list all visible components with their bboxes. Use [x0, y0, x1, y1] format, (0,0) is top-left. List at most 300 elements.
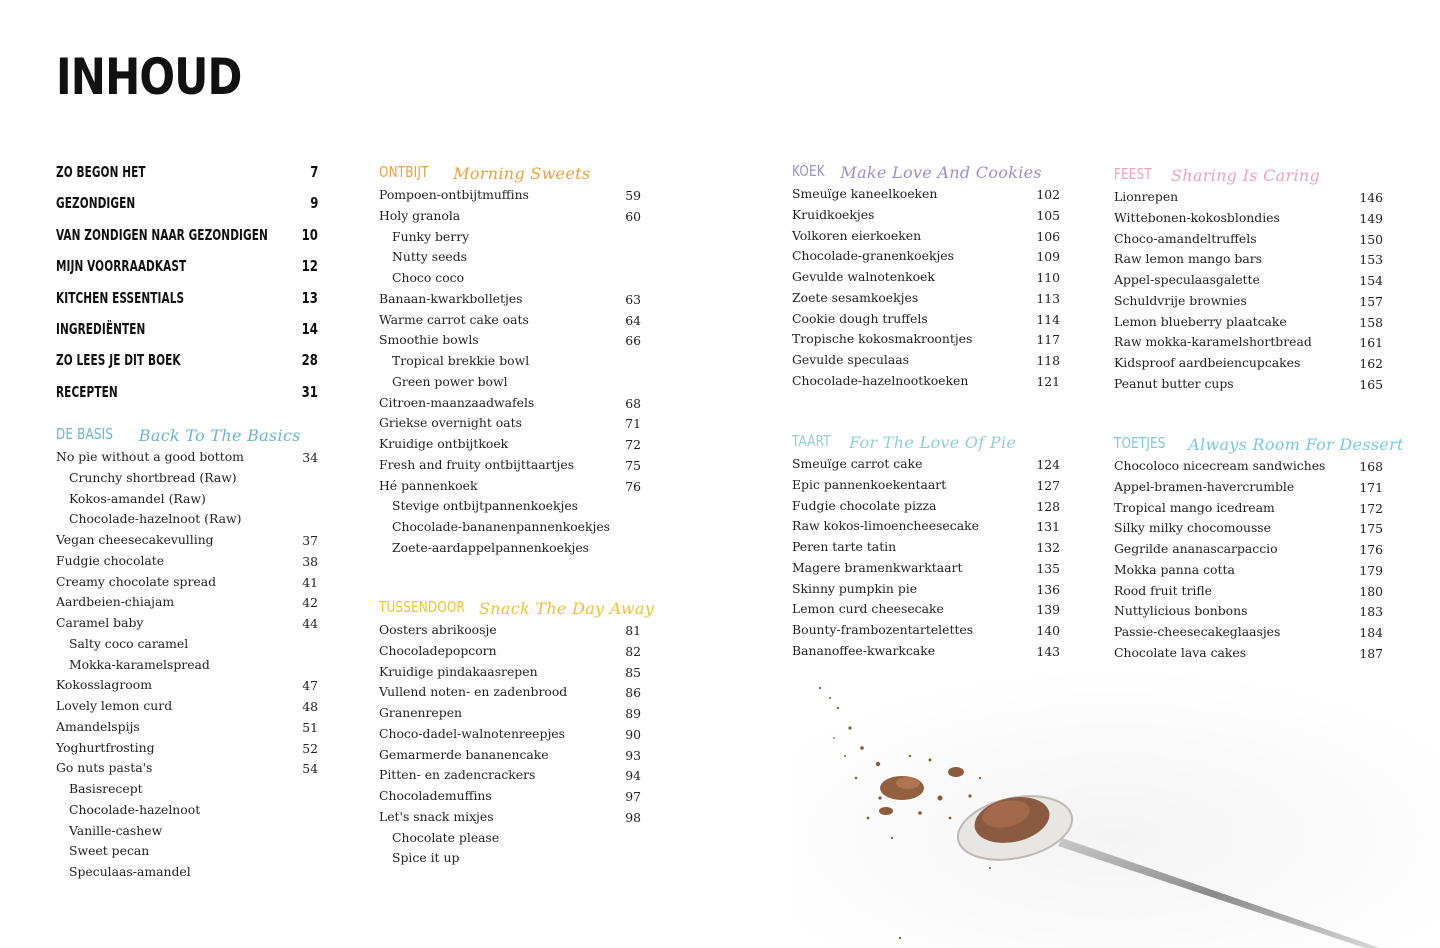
recipe-page: 179	[1359, 562, 1383, 578]
recipe-name: Chocoloco nicecream sandwiches	[1114, 458, 1326, 473]
recipe-entry[interactable]	[792, 641, 1060, 662]
toc-entry[interactable]	[56, 383, 318, 414]
recipe-entry[interactable]	[792, 205, 1060, 226]
recipe-page: 63	[625, 291, 641, 307]
recipe-page: 37	[302, 533, 318, 548]
toc-entry-page: 9	[309, 194, 318, 213]
section-snack	[379, 598, 655, 869]
recipe-entry[interactable]	[1114, 498, 1383, 519]
recipe-page: 165	[1359, 376, 1383, 392]
recipe-entry[interactable]	[56, 675, 318, 696]
recipe-entry[interactable]	[379, 434, 641, 455]
recipe-page: 64	[625, 312, 641, 328]
toc-entry[interactable]	[56, 257, 318, 288]
toc-entry[interactable]	[56, 226, 318, 257]
section-header	[1114, 434, 1404, 456]
recipe-entry[interactable]	[1114, 477, 1383, 498]
recipe-name: Funky berry	[392, 228, 470, 244]
recipe-name: Creamy chocolate spread	[56, 573, 217, 589]
recipe-page: 149	[1359, 210, 1383, 226]
recipe-name: Vullend noten- en zadenbrood	[379, 684, 568, 700]
recipe-page: 97	[625, 789, 641, 804]
section-header	[792, 162, 1060, 184]
recipe-name: Fudgie chocolate pizza	[792, 497, 937, 513]
recipe-subentry[interactable]	[56, 862, 318, 883]
recipe-entry[interactable]	[792, 475, 1060, 496]
toc-entry-label: INGREDIËNTEN	[56, 319, 146, 338]
recipe-name: Holy granola	[379, 207, 461, 223]
recipe-entry[interactable]	[56, 717, 318, 738]
recipe-entry[interactable]	[379, 185, 641, 206]
section-breakfast	[379, 163, 641, 559]
recipe-subentry[interactable]	[379, 372, 641, 393]
recipe-entry[interactable]	[379, 413, 641, 434]
recipe-name: Zoete-aardappelpannenkoekjes	[392, 539, 590, 555]
recipe-page: 98	[625, 809, 641, 825]
recipe-page: 176	[1359, 542, 1383, 557]
recipe-name: Pompoen-ontbijtmuffins	[379, 187, 529, 202]
recipe-entry[interactable]	[792, 620, 1060, 641]
toc-entry-page: 14	[301, 319, 318, 338]
recipe-name: Kokosslagroom	[56, 677, 152, 693]
recipe-page: 124	[1036, 457, 1060, 472]
section-title: TUSSENDOOR	[379, 598, 465, 616]
section-pie	[792, 432, 1060, 662]
recipe-name: Raw kokos-limoencheesecake	[792, 518, 979, 534]
recipe-page: 180	[1359, 583, 1383, 599]
recipe-subentry[interactable]	[379, 828, 641, 849]
recipe-page: 128	[1036, 498, 1060, 514]
recipe-page: 66	[625, 333, 641, 349]
recipe-name: Appel-speculaasgalette	[1114, 272, 1260, 287]
recipe-name: Chocoladepopcorn	[379, 642, 497, 658]
recipe-entry[interactable]	[1114, 539, 1383, 560]
recipe-subentry[interactable]	[56, 509, 318, 530]
recipe-page: 172	[1359, 500, 1383, 516]
recipe-subentry[interactable]	[56, 489, 318, 510]
recipe-entry[interactable]	[1114, 229, 1383, 250]
recipe-name: Basisrecept	[69, 781, 143, 796]
recipe-name: Epic pannenkoekentaart	[792, 476, 947, 492]
main-chapter-list	[56, 163, 318, 414]
section-tagline: Back To The Basics	[138, 426, 301, 445]
recipe-name: Griekse overnight oats	[379, 415, 522, 431]
recipe-page: 135	[1036, 560, 1060, 576]
recipe-name: Hé pannenkoek	[379, 477, 478, 493]
recipe-name: Peanut butter cups	[1114, 375, 1234, 391]
section-header	[379, 163, 641, 185]
recipe-entry[interactable]	[379, 476, 641, 497]
recipe-entry[interactable]	[792, 246, 1060, 267]
recipe-name: Bounty-frambozentartelettes	[792, 622, 974, 637]
recipe-subentry[interactable]	[379, 538, 641, 559]
recipe-page: 140	[1036, 623, 1060, 638]
recipe-entry[interactable]	[56, 758, 318, 779]
recipe-name: Pitten- en zadencrackers	[379, 767, 536, 783]
recipe-name: Nuttylicious bonbons	[1114, 603, 1248, 619]
recipe-entry[interactable]	[1114, 249, 1383, 270]
recipe-page: 52	[302, 740, 318, 756]
recipe-name: Cookie dough truffels	[792, 310, 928, 326]
recipe-entry[interactable]	[1114, 518, 1383, 539]
recipe-name: Schuldvrije brownies	[1114, 292, 1247, 308]
recipe-name: Kokos-amandel (Raw)	[69, 490, 206, 506]
recipe-page: 72	[625, 437, 641, 452]
section-party	[1114, 165, 1383, 395]
recipe-subentry[interactable]	[56, 800, 318, 821]
recipe-name: Chocolate please	[392, 829, 500, 845]
recipe-page: 110	[1036, 270, 1060, 285]
recipe-entry[interactable]	[379, 745, 641, 766]
recipe-entry[interactable]	[1114, 270, 1383, 291]
section-tagline: Morning Sweets	[453, 164, 591, 183]
recipe-name: Choco coco	[392, 270, 465, 285]
recipe-name: Stevige ontbijtpannenkoekjes	[392, 498, 579, 514]
recipe-page: 47	[302, 678, 318, 694]
recipe-entry[interactable]	[792, 516, 1060, 537]
recipe-page: 161	[1359, 335, 1383, 351]
recipe-entry[interactable]	[379, 641, 641, 662]
recipe-name: Kruidige pindakaasrepen	[379, 663, 538, 679]
toc-entry-page: 31	[301, 382, 318, 401]
recipe-entry[interactable]	[1114, 643, 1383, 664]
section-dessert	[1114, 434, 1404, 664]
recipe-name: Vegan cheesecakevulling	[56, 532, 214, 547]
toc-entry-page: 7	[309, 163, 318, 181]
recipe-page: 150	[1359, 231, 1383, 247]
recipe-name: Magere bramenkwarktaart	[792, 559, 963, 575]
recipe-subentry[interactable]	[56, 821, 318, 842]
recipe-page: 131	[1036, 519, 1060, 535]
recipe-name: Citroen-maanzaadwafels	[379, 394, 535, 410]
recipe-entry[interactable]	[1114, 601, 1383, 622]
section-title: KOEK	[792, 162, 825, 180]
recipe-entry[interactable]	[1114, 332, 1383, 353]
recipe-page: 118	[1036, 353, 1060, 368]
section-header	[379, 598, 655, 620]
recipe-entry[interactable]	[379, 289, 641, 310]
recipe-page: 93	[625, 747, 641, 763]
recipe-entry[interactable]	[56, 447, 318, 468]
recipe-subentry[interactable]	[56, 468, 318, 489]
recipe-name: Raw mokka-karamelshortbread	[1114, 334, 1312, 350]
recipe-entry[interactable]	[1114, 374, 1383, 395]
recipe-page: 94	[625, 768, 641, 784]
recipe-page: 132	[1036, 540, 1060, 555]
recipe-name: Chocolade-hazelnoot	[69, 801, 201, 817]
recipe-page: 38	[302, 553, 318, 569]
recipe-name: Caramel baby	[56, 615, 144, 630]
recipe-name: Granenrepen	[379, 705, 463, 720]
recipe-entry[interactable]	[379, 765, 641, 786]
recipe-page: 48	[302, 699, 318, 714]
toc-entry-label: VAN ZONDIGEN NAAR GEZONDIGEN	[56, 225, 268, 244]
toc-entry-page: 10	[301, 225, 318, 244]
recipe-page: 105	[1036, 207, 1060, 223]
recipe-entry[interactable]	[1114, 353, 1383, 374]
recipe-page: 183	[1359, 604, 1383, 620]
recipe-entry[interactable]	[379, 620, 641, 641]
toc-entry-page: 12	[301, 257, 318, 276]
recipe-entry[interactable]	[1114, 312, 1383, 333]
recipe-page: 54	[302, 761, 318, 777]
recipe-name: Warme carrot cake oats	[379, 311, 529, 327]
recipe-page: 44	[302, 616, 318, 631]
recipe-entry[interactable]	[792, 537, 1060, 558]
recipe-entry[interactable]	[379, 786, 641, 807]
recipe-page: 157	[1359, 293, 1383, 309]
recipe-entry[interactable]	[792, 454, 1060, 475]
recipe-page: 114	[1036, 311, 1060, 327]
recipe-page: 51	[302, 719, 318, 735]
toc-entry-label: MIJN VOORRAADKAST	[56, 257, 187, 276]
recipe-page: 154	[1359, 273, 1383, 288]
recipe-entry[interactable]	[56, 551, 318, 572]
recipe-page: 71	[625, 416, 641, 432]
recipe-page: 162	[1359, 356, 1383, 371]
recipe-name: Chocolademuffins	[379, 788, 492, 803]
recipe-entry[interactable]	[379, 703, 641, 724]
recipe-page: 81	[625, 623, 641, 638]
recipe-page: 89	[625, 706, 641, 721]
recipe-page: 59	[625, 188, 641, 203]
recipe-name: Zoete sesamkoekjes	[792, 289, 919, 305]
section-title: TOETJES	[1114, 434, 1166, 452]
recipe-page: 34	[302, 450, 318, 465]
recipe-name: Go nuts pasta's	[56, 760, 153, 776]
recipe-name: Banaan-kwarkbolletjes	[379, 290, 523, 306]
recipe-name: Chocolade-bananenpannenkoekjes	[392, 519, 611, 534]
recipe-name: Crunchy shortbread (Raw)	[69, 469, 237, 485]
recipe-entry[interactable]	[792, 599, 1060, 620]
recipe-name: Passie-cheesecakeglaasjes	[1114, 624, 1281, 639]
recipe-entry[interactable]	[792, 558, 1060, 579]
recipe-name: Speculaas-amandel	[69, 864, 191, 879]
recipe-page: 90	[625, 726, 641, 742]
recipe-subentry[interactable]	[379, 848, 641, 869]
section-header	[792, 432, 1060, 454]
recipe-name: Yoghurtfrosting	[56, 739, 155, 755]
recipe-entry[interactable]	[792, 267, 1060, 288]
recipe-page: 136	[1036, 581, 1060, 597]
section-header	[1114, 165, 1383, 187]
recipe-page: 175	[1359, 521, 1383, 537]
recipe-entry[interactable]	[56, 738, 318, 759]
recipe-name: Smoothie bowls	[379, 332, 479, 348]
toc-entry[interactable]	[56, 289, 318, 320]
toc-entry[interactable]	[56, 194, 318, 225]
recipe-name: Mokka panna cotta	[1114, 561, 1235, 577]
recipe-page: 139	[1036, 602, 1060, 618]
toc-entry-page: 13	[301, 288, 318, 307]
page-title: INHOUD	[56, 48, 242, 106]
toc-entry-page: 28	[301, 351, 318, 370]
recipe-name: Gevulde walnotenkoek	[792, 269, 935, 284]
recipe-name: Gemarmerde bananencake	[379, 746, 549, 762]
recipe-name: Lionrepen	[1114, 189, 1179, 204]
recipe-page: 86	[625, 685, 641, 701]
recipe-entry[interactable]	[379, 330, 641, 351]
recipe-name: Salty coco caramel	[69, 635, 189, 651]
recipe-entry[interactable]	[379, 724, 641, 745]
recipe-entry[interactable]	[792, 184, 1060, 205]
recipe-entry[interactable]	[792, 309, 1060, 330]
recipe-entry[interactable]	[379, 807, 641, 828]
recipe-name: Let's snack mixjes	[379, 808, 494, 824]
recipe-page: 153	[1359, 252, 1383, 268]
toc-entry-label: RECEPTEN	[56, 382, 118, 401]
recipe-entry[interactable]	[792, 288, 1060, 309]
recipe-entry[interactable]	[56, 530, 318, 551]
recipe-name: Lemon curd cheesecake	[792, 601, 944, 617]
recipe-page: 127	[1036, 477, 1060, 493]
recipe-entry[interactable]	[792, 226, 1060, 247]
recipe-page: 117	[1036, 332, 1060, 348]
recipe-name: Gevulde speculaas	[792, 352, 910, 367]
recipe-entry[interactable]	[1114, 187, 1383, 208]
recipe-name: Vanille-cashew	[69, 822, 163, 838]
recipe-page: 41	[302, 574, 318, 590]
recipe-subentry[interactable]	[56, 841, 318, 862]
recipe-name: Tropical brekkie bowl	[392, 353, 530, 368]
section-basics	[56, 425, 318, 883]
recipe-entry[interactable]	[1114, 622, 1383, 643]
section-title: DE BASIS	[56, 425, 114, 443]
recipe-entry[interactable]	[792, 579, 1060, 600]
recipe-name: Kruidige ontbijtkoek	[379, 436, 509, 451]
recipe-entry[interactable]	[56, 592, 318, 613]
recipe-subentry[interactable]	[379, 227, 641, 248]
recipe-page: 85	[625, 664, 641, 680]
recipe-name: Fudgie chocolate	[56, 552, 165, 568]
recipe-name: Green power bowl	[392, 373, 508, 389]
recipe-entry[interactable]	[56, 613, 318, 634]
section-cookies	[792, 162, 1060, 392]
recipe-name: Spice it up	[392, 850, 460, 866]
recipe-name: Aardbeien-chiajam	[56, 594, 175, 610]
recipe-page: 187	[1359, 645, 1383, 661]
section-tagline: For The Love Of Pie	[849, 433, 1017, 452]
recipe-page: 171	[1359, 479, 1383, 495]
recipe-page: 75	[625, 457, 641, 473]
recipe-name: Amandelspijs	[56, 718, 140, 734]
recipe-name: Choco-dadel-walnotenreepjes	[379, 725, 565, 741]
recipe-name: Smeuïge carrot cake	[792, 456, 923, 471]
toc-entry[interactable]	[56, 163, 318, 194]
recipe-subentry[interactable]	[379, 268, 641, 289]
recipe-page: 158	[1359, 314, 1383, 330]
section-tagline: Make Love And Cookies	[840, 163, 1042, 182]
recipe-name: Chocolade-hazelnootkoeken	[792, 372, 969, 388]
recipe-name: Wittebonen-kokosblondies	[1114, 209, 1280, 225]
recipe-name: Chocolate lava cakes	[1114, 644, 1247, 660]
recipe-name: Oosters abrikoosje	[379, 622, 497, 637]
recipe-entry[interactable]	[792, 350, 1060, 371]
recipe-name: Silky milky chocomousse	[1114, 520, 1272, 536]
toc-entry[interactable]	[56, 320, 318, 351]
recipe-entry[interactable]	[379, 393, 641, 414]
recipe-subentry[interactable]	[56, 655, 318, 676]
recipe-subentry[interactable]	[379, 351, 641, 372]
recipe-name: Raw lemon mango bars	[1114, 251, 1263, 267]
recipe-page: 113	[1036, 290, 1060, 306]
recipe-entry[interactable]	[379, 310, 641, 331]
recipe-subentry[interactable]	[379, 496, 641, 517]
recipe-entry[interactable]	[379, 455, 641, 476]
recipe-entry[interactable]	[1114, 456, 1383, 477]
recipe-page: 168	[1359, 459, 1383, 474]
recipe-page: 68	[625, 395, 641, 411]
recipe-name: Skinny pumpkin pie	[792, 580, 918, 596]
recipe-entry[interactable]	[379, 682, 641, 703]
section-tagline: Snack The Day Away	[479, 599, 655, 618]
recipe-name: No pie without a good bottom	[56, 449, 244, 464]
recipe-name: Fresh and fruity ontbijttaartjes	[379, 456, 575, 472]
recipe-name: Lemon blueberry plaatcake	[1114, 313, 1287, 329]
recipe-entry[interactable]	[379, 662, 641, 683]
recipe-page: 146	[1359, 190, 1383, 205]
recipe-name: Choco-amandeltruffels	[1114, 230, 1257, 246]
recipe-name: Smeuïge kaneelkoeken	[792, 186, 938, 201]
recipe-entry[interactable]	[1114, 208, 1383, 229]
toc-entry-label: KITCHEN ESSENTIALS	[56, 288, 185, 307]
recipe-page: 102	[1036, 187, 1060, 202]
recipe-page: 82	[625, 643, 641, 659]
recipe-name: Rood fruit trifle	[1114, 582, 1212, 598]
recipe-name: Bananoffee-kwarkcake	[792, 642, 936, 658]
recipe-entry[interactable]	[1114, 291, 1383, 312]
recipe-page: 76	[625, 478, 641, 494]
toc-entry-label: ZO LEES JE DIT BOEK	[56, 351, 181, 370]
recipe-name: Chocolade-hazelnoot (Raw)	[69, 511, 242, 527]
section-title: TAART	[792, 432, 831, 450]
recipe-name: Tropische kokosmakroontjes	[792, 331, 973, 347]
recipe-subentry[interactable]	[56, 634, 318, 655]
recipe-name: Nutty seeds	[392, 249, 468, 265]
recipe-name: Volkoren eierkoeken	[792, 227, 922, 243]
toc-entry-label: ZO BEGON HET	[56, 163, 146, 181]
recipe-entry[interactable]	[792, 496, 1060, 517]
recipe-name: Peren tarte tatin	[792, 539, 897, 554]
recipe-subentry[interactable]	[379, 517, 641, 538]
toc-entry[interactable]	[56, 351, 318, 382]
recipe-subentry[interactable]	[379, 247, 641, 268]
recipe-name: Kidsproof aardbeiencupcakes	[1114, 355, 1301, 370]
recipe-entry[interactable]	[379, 206, 641, 227]
recipe-entry[interactable]	[56, 572, 318, 593]
recipe-page: 109	[1036, 249, 1060, 265]
recipe-name: Lovely lemon curd	[56, 698, 173, 713]
recipe-page: 106	[1036, 228, 1060, 244]
recipe-page: 121	[1036, 373, 1060, 389]
recipe-entry[interactable]	[1114, 581, 1383, 602]
recipe-subentry[interactable]	[56, 779, 318, 800]
recipe-page: 184	[1359, 625, 1383, 640]
recipe-entry[interactable]	[792, 371, 1060, 392]
recipe-entry[interactable]	[56, 696, 318, 717]
section-title: ONTBIJT	[379, 163, 429, 181]
recipe-entry[interactable]	[792, 329, 1060, 350]
section-header	[56, 425, 318, 447]
recipe-name: Gegrilde ananascarpaccio	[1114, 541, 1278, 556]
recipe-entry[interactable]	[1114, 560, 1383, 581]
recipe-name: Tropical mango icedream	[1114, 499, 1275, 515]
section-tagline: Always Room For Dessert	[1188, 435, 1404, 454]
recipe-page: 42	[302, 595, 318, 611]
section-tagline: Sharing Is Caring	[1171, 166, 1321, 185]
toc-entry-label: GEZONDIGEN	[56, 194, 136, 213]
section-title: FEEST	[1114, 165, 1152, 183]
